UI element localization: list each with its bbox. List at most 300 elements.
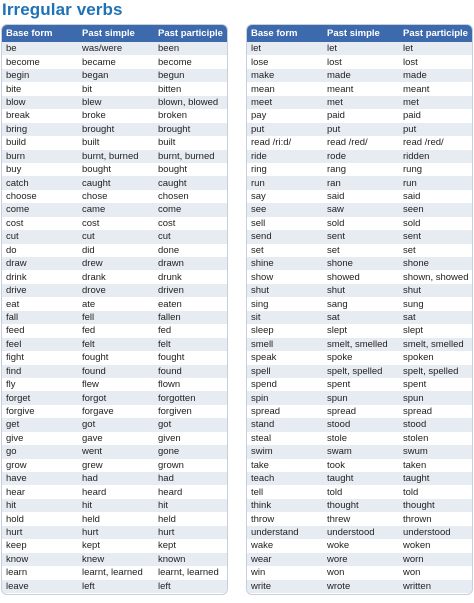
base-form-cell: build	[6, 137, 27, 149]
base-form-cell: mean	[251, 83, 275, 95]
base-form-cell: fly	[6, 379, 16, 391]
past-participle-cell: caught	[158, 177, 187, 189]
table-row	[247, 485, 472, 498]
past-simple-cell: shut	[327, 285, 345, 297]
base-form-cell: leave	[6, 580, 29, 592]
table-row	[247, 203, 472, 216]
base-form-cell: do	[6, 244, 17, 256]
table-row	[2, 378, 227, 391]
base-form-cell: send	[251, 231, 272, 243]
past-participle-cell: fed	[158, 325, 172, 337]
table-row	[247, 109, 472, 122]
past-simple-cell: told	[327, 486, 343, 498]
verb-rows-left	[2, 42, 227, 594]
past-participle-cell: run	[403, 177, 417, 189]
table-row	[247, 553, 472, 566]
past-simple-cell: drank	[82, 271, 106, 283]
past-simple-cell: bit	[82, 83, 93, 95]
table-row	[2, 553, 227, 566]
past-participle-cell: blown, blowed	[158, 96, 219, 108]
table-row	[247, 418, 472, 431]
base-form-cell: set	[251, 244, 264, 256]
past-participle-cell: thought	[403, 500, 435, 512]
past-simple-cell: caught	[82, 177, 111, 189]
table-row	[2, 42, 227, 55]
past-participle-cell: sent	[403, 231, 421, 243]
header-past-participle: Past participle	[158, 28, 223, 39]
past-simple-cell: met	[327, 96, 343, 108]
header-past-participle: Past participle	[403, 28, 468, 39]
past-participle-cell: written	[403, 580, 431, 592]
past-simple-cell: put	[327, 123, 341, 135]
past-participle-cell: told	[403, 486, 419, 498]
past-simple-cell: brought	[82, 123, 115, 135]
table-row	[247, 351, 472, 364]
past-participle-cell: hurt	[158, 526, 175, 538]
past-simple-cell: threw	[327, 513, 351, 525]
past-simple-cell: saw	[327, 204, 344, 216]
verb-table-right	[246, 24, 473, 595]
table-row	[2, 284, 227, 297]
base-form-cell: burn	[6, 150, 26, 162]
past-participle-cell: put	[403, 123, 417, 135]
past-participle-cell: bitten	[158, 83, 182, 95]
past-participle-cell: had	[158, 473, 174, 485]
base-form-cell: speak	[251, 352, 277, 364]
past-simple-cell: spoke	[327, 352, 353, 364]
past-participle-cell: shown, showed	[403, 271, 469, 283]
table-row	[2, 566, 227, 579]
past-simple-cell: ate	[82, 298, 96, 310]
past-participle-cell: drawn	[158, 258, 184, 270]
past-participle-cell: chosen	[158, 191, 189, 203]
base-form-cell: pay	[251, 110, 267, 122]
header-past-simple: Past simple	[327, 28, 380, 39]
base-form-cell: make	[251, 70, 275, 82]
base-form-cell: bite	[6, 83, 22, 95]
table-row	[247, 472, 472, 485]
past-participle-cell: built	[158, 137, 176, 149]
table-row	[2, 176, 227, 189]
past-simple-cell: chose	[82, 191, 108, 203]
table-row	[2, 499, 227, 512]
table-row	[2, 96, 227, 109]
table-row	[247, 580, 472, 593]
past-simple-cell: heard	[82, 486, 107, 498]
past-participle-cell: sung	[403, 298, 424, 310]
base-form-cell: choose	[6, 191, 37, 203]
past-participle-cell: thrown	[403, 513, 432, 525]
table-row	[247, 391, 472, 404]
table-row	[2, 82, 227, 95]
page-title: Irregular verbs	[2, 0, 123, 19]
past-simple-cell: set	[327, 244, 340, 256]
base-form-cell: wear	[251, 553, 272, 565]
past-participle-cell: bought	[158, 164, 188, 176]
past-participle-cell: learnt, learned	[158, 567, 219, 579]
past-simple-cell: slept	[327, 325, 348, 337]
table-row	[2, 136, 227, 149]
past-simple-cell: flew	[82, 379, 99, 391]
past-simple-cell: sang	[327, 298, 348, 310]
past-simple-cell: had	[82, 473, 98, 485]
table-row	[2, 270, 227, 283]
base-form-cell: get	[6, 419, 20, 431]
past-participle-cell: swum	[403, 446, 428, 458]
past-simple-cell: drove	[82, 285, 106, 297]
past-participle-cell: forgotten	[158, 392, 196, 404]
base-form-cell: feed	[6, 325, 25, 337]
past-participle-cell: spread	[403, 406, 433, 418]
base-form-cell: learn	[6, 567, 28, 579]
past-participle-cell: eaten	[158, 298, 182, 310]
past-simple-cell: hit	[82, 500, 93, 512]
table-row	[2, 472, 227, 485]
past-simple-cell: wrote	[327, 580, 351, 592]
base-form-cell: sing	[251, 298, 269, 310]
base-form-cell: find	[6, 365, 22, 377]
table-row	[247, 69, 472, 82]
base-form-cell: catch	[6, 177, 29, 189]
past-simple-cell: forgot	[82, 392, 107, 404]
table-row	[2, 405, 227, 418]
base-form-cell: hurt	[6, 526, 23, 538]
past-participle-cell: been	[158, 43, 180, 55]
past-participle-cell: understood	[403, 526, 451, 538]
past-simple-cell: took	[327, 459, 345, 471]
table-row	[2, 55, 227, 68]
table-row	[247, 136, 472, 149]
table-row	[247, 297, 472, 310]
base-form-cell: wake	[251, 540, 274, 552]
past-participle-cell: got	[158, 419, 172, 431]
past-simple-cell: learnt, learned	[82, 567, 143, 579]
base-form-cell: run	[251, 177, 265, 189]
past-simple-cell: burnt, burned	[82, 150, 139, 162]
past-participle-cell: spoken	[403, 352, 434, 364]
table-row	[247, 338, 472, 351]
table-row	[247, 123, 472, 136]
base-form-cell: steal	[251, 432, 272, 444]
past-simple-cell: came	[82, 204, 106, 216]
table-row	[247, 176, 472, 189]
past-participle-cell: spelt, spelled	[403, 365, 459, 377]
base-form-cell: give	[6, 432, 24, 444]
table-row	[2, 418, 227, 431]
base-form-cell: swim	[251, 446, 273, 458]
table-row	[247, 190, 472, 203]
table-row	[247, 257, 472, 270]
table-row	[247, 284, 472, 297]
past-simple-cell: kept	[82, 540, 100, 552]
table-row	[2, 150, 227, 163]
table-row	[2, 365, 227, 378]
past-simple-cell: ran	[327, 177, 341, 189]
base-form-cell: keep	[6, 540, 27, 552]
past-participle-cell: seen	[403, 204, 424, 216]
table-row	[2, 190, 227, 203]
past-simple-cell: hurt	[82, 526, 99, 538]
base-form-cell: meet	[251, 96, 273, 108]
base-form-cell: sit	[251, 311, 261, 323]
past-simple-cell: got	[82, 419, 96, 431]
verb-rows-right	[247, 42, 472, 594]
past-participle-cell: given	[158, 432, 181, 444]
past-participle-cell: brought	[158, 123, 191, 135]
table-row	[2, 391, 227, 404]
base-form-cell: spell	[251, 365, 271, 377]
table-row	[2, 459, 227, 472]
base-form-cell: buy	[6, 164, 22, 176]
past-participle-cell: set	[403, 244, 416, 256]
past-participle-cell: made	[403, 70, 427, 82]
table-row	[2, 230, 227, 243]
table-row	[2, 324, 227, 337]
table-row	[247, 244, 472, 257]
base-form-cell: teach	[251, 473, 275, 485]
base-form-cell: let	[251, 43, 262, 55]
table-row	[247, 163, 472, 176]
past-participle-cell: read /red/	[403, 137, 444, 149]
past-participle-cell: shone	[403, 258, 429, 270]
past-participle-cell: rung	[403, 164, 423, 176]
base-form-cell: be	[6, 43, 17, 55]
base-form-cell: become	[6, 56, 40, 68]
past-simple-cell: cut	[82, 231, 95, 243]
past-simple-cell: thought	[327, 500, 359, 512]
past-simple-cell: went	[82, 446, 103, 458]
base-form-cell: grow	[6, 459, 27, 471]
base-form-cell: throw	[251, 513, 275, 525]
past-participle-cell: gone	[158, 446, 180, 458]
table-row	[247, 566, 472, 579]
past-participle-cell: held	[158, 513, 176, 525]
past-simple-cell: spent	[327, 379, 351, 391]
past-participle-cell: won	[403, 567, 421, 579]
table-row	[2, 539, 227, 552]
table-row	[2, 109, 227, 122]
verb-table-left	[1, 24, 228, 595]
past-simple-cell: broke	[82, 110, 106, 122]
base-form-cell: sell	[251, 217, 266, 229]
table-row	[247, 150, 472, 163]
table-row	[247, 405, 472, 418]
past-participle-cell: grown	[158, 459, 184, 471]
table-row	[247, 270, 472, 283]
table-row	[247, 432, 472, 445]
base-form-cell: ring	[251, 164, 267, 176]
past-participle-cell: taken	[403, 459, 427, 471]
past-simple-cell: woke	[327, 540, 350, 552]
past-simple-cell: meant	[327, 83, 354, 95]
base-form-cell: eat	[6, 298, 20, 310]
past-simple-cell: won	[327, 567, 345, 579]
base-form-cell: spin	[251, 392, 269, 404]
past-simple-cell: rode	[327, 150, 347, 162]
past-simple-cell: grew	[82, 459, 103, 471]
past-participle-cell: cut	[158, 231, 171, 243]
past-simple-cell: sold	[327, 217, 345, 229]
past-participle-cell: known	[158, 553, 186, 565]
table-row	[247, 445, 472, 458]
past-participle-cell: drunk	[158, 271, 182, 283]
past-simple-cell: said	[327, 191, 345, 203]
base-form-cell: see	[251, 204, 267, 216]
base-form-cell: read /ri:d/	[251, 137, 292, 149]
past-simple-cell: forgave	[82, 406, 114, 418]
past-simple-cell: taught	[327, 473, 354, 485]
past-simple-cell: spread	[327, 406, 357, 418]
past-participle-cell: worn	[403, 553, 424, 565]
past-simple-cell: smelt, smelled	[327, 338, 388, 350]
table-row	[247, 42, 472, 55]
past-participle-cell: met	[403, 96, 419, 108]
base-form-cell: lose	[251, 56, 269, 68]
base-form-cell: fight	[6, 352, 24, 364]
header-base-form: Base form	[6, 28, 53, 39]
base-form-cell: begin	[6, 70, 30, 82]
past-simple-cell: held	[82, 513, 100, 525]
table-header	[2, 25, 227, 42]
base-form-cell: fall	[6, 311, 19, 323]
table-row	[247, 96, 472, 109]
past-simple-cell: spelt, spelled	[327, 365, 383, 377]
base-form-cell: come	[6, 204, 30, 216]
base-form-cell: bring	[6, 123, 28, 135]
base-form-cell: put	[251, 123, 265, 135]
past-simple-cell: began	[82, 70, 109, 82]
base-form-cell: hit	[6, 500, 17, 512]
header-base-form: Base form	[251, 28, 298, 39]
base-form-cell: understand	[251, 526, 299, 538]
past-simple-cell: bought	[82, 164, 112, 176]
base-form-cell: blow	[6, 96, 26, 108]
table-row	[2, 311, 227, 324]
table-row	[247, 365, 472, 378]
past-participle-cell: stolen	[403, 432, 429, 444]
base-form-cell: show	[251, 271, 274, 283]
table-row	[2, 69, 227, 82]
base-form-cell: ride	[251, 150, 267, 162]
table-row	[2, 526, 227, 539]
base-form-cell: cost	[6, 217, 24, 229]
past-simple-cell: rang	[327, 164, 347, 176]
table-row	[2, 257, 227, 270]
past-simple-cell: stood	[327, 419, 351, 431]
table-row	[2, 351, 227, 364]
past-simple-cell: sent	[327, 231, 345, 243]
past-participle-cell: spent	[403, 379, 427, 391]
past-simple-cell: fell	[82, 311, 95, 323]
table-row	[247, 82, 472, 95]
base-form-cell: win	[251, 567, 266, 579]
past-participle-cell: broken	[158, 110, 188, 122]
past-participle-cell: paid	[403, 110, 421, 122]
past-participle-cell: fought	[158, 352, 185, 364]
past-simple-cell: blew	[82, 96, 102, 108]
past-simple-cell: understood	[327, 526, 375, 538]
past-simple-cell: stole	[327, 432, 348, 444]
past-participle-cell: smelt, smelled	[403, 338, 464, 350]
table-row	[2, 580, 227, 593]
past-participle-cell: heard	[158, 486, 183, 498]
past-simple-cell: was/were	[82, 43, 123, 55]
base-form-cell: tell	[251, 486, 264, 498]
past-simple-cell: shone	[327, 258, 353, 270]
past-participle-cell: driven	[158, 285, 184, 297]
past-participle-cell: taught	[403, 473, 430, 485]
table-row	[247, 512, 472, 525]
past-simple-cell: made	[327, 70, 351, 82]
past-participle-cell: let	[403, 43, 414, 55]
past-simple-cell: fed	[82, 325, 96, 337]
table-row	[247, 55, 472, 68]
past-participle-cell: begun	[158, 70, 185, 82]
table-row	[247, 378, 472, 391]
past-simple-cell: built	[82, 137, 100, 149]
table-row	[247, 217, 472, 230]
past-simple-cell: became	[82, 56, 116, 68]
table-row	[247, 459, 472, 472]
base-form-cell: stand	[251, 419, 275, 431]
past-participle-cell: lost	[403, 56, 418, 68]
table-row	[2, 338, 227, 351]
past-participle-cell: sold	[403, 217, 421, 229]
table-row	[2, 123, 227, 136]
past-simple-cell: did	[82, 244, 95, 256]
past-participle-cell: forgiven	[158, 406, 192, 418]
table-row	[2, 432, 227, 445]
base-form-cell: break	[6, 110, 30, 122]
base-form-cell: take	[251, 459, 269, 471]
table-row	[2, 512, 227, 525]
past-simple-cell: found	[82, 365, 106, 377]
past-participle-cell: burnt, burned	[158, 150, 215, 162]
past-participle-cell: hit	[158, 500, 169, 512]
base-form-cell: cut	[6, 231, 19, 243]
past-simple-cell: fought	[82, 352, 109, 364]
past-participle-cell: sat	[403, 311, 416, 323]
past-simple-cell: cost	[82, 217, 100, 229]
past-participle-cell: come	[158, 204, 182, 216]
past-participle-cell: ridden	[403, 150, 430, 162]
past-participle-cell: done	[158, 244, 180, 256]
table-row	[247, 499, 472, 512]
past-participle-cell: found	[158, 365, 182, 377]
past-simple-cell: showed	[327, 271, 360, 283]
table-row	[2, 297, 227, 310]
base-form-cell: spread	[251, 406, 281, 418]
table-row	[247, 539, 472, 552]
base-form-cell: know	[6, 553, 29, 565]
past-participle-cell: slept	[403, 325, 424, 337]
past-participle-cell: said	[403, 191, 421, 203]
header-past-simple: Past simple	[82, 28, 135, 39]
past-participle-cell: kept	[158, 540, 176, 552]
base-form-cell: have	[6, 473, 27, 485]
past-participle-cell: meant	[403, 83, 430, 95]
table-row	[2, 163, 227, 176]
past-participle-cell: flown	[158, 379, 181, 391]
base-form-cell: go	[6, 446, 17, 458]
base-form-cell: hold	[6, 513, 24, 525]
past-simple-cell: wore	[327, 553, 348, 565]
past-simple-cell: felt	[82, 338, 95, 350]
base-form-cell: forget	[6, 392, 31, 404]
past-simple-cell: lost	[327, 56, 342, 68]
base-form-cell: shut	[251, 285, 269, 297]
base-form-cell: think	[251, 500, 272, 512]
